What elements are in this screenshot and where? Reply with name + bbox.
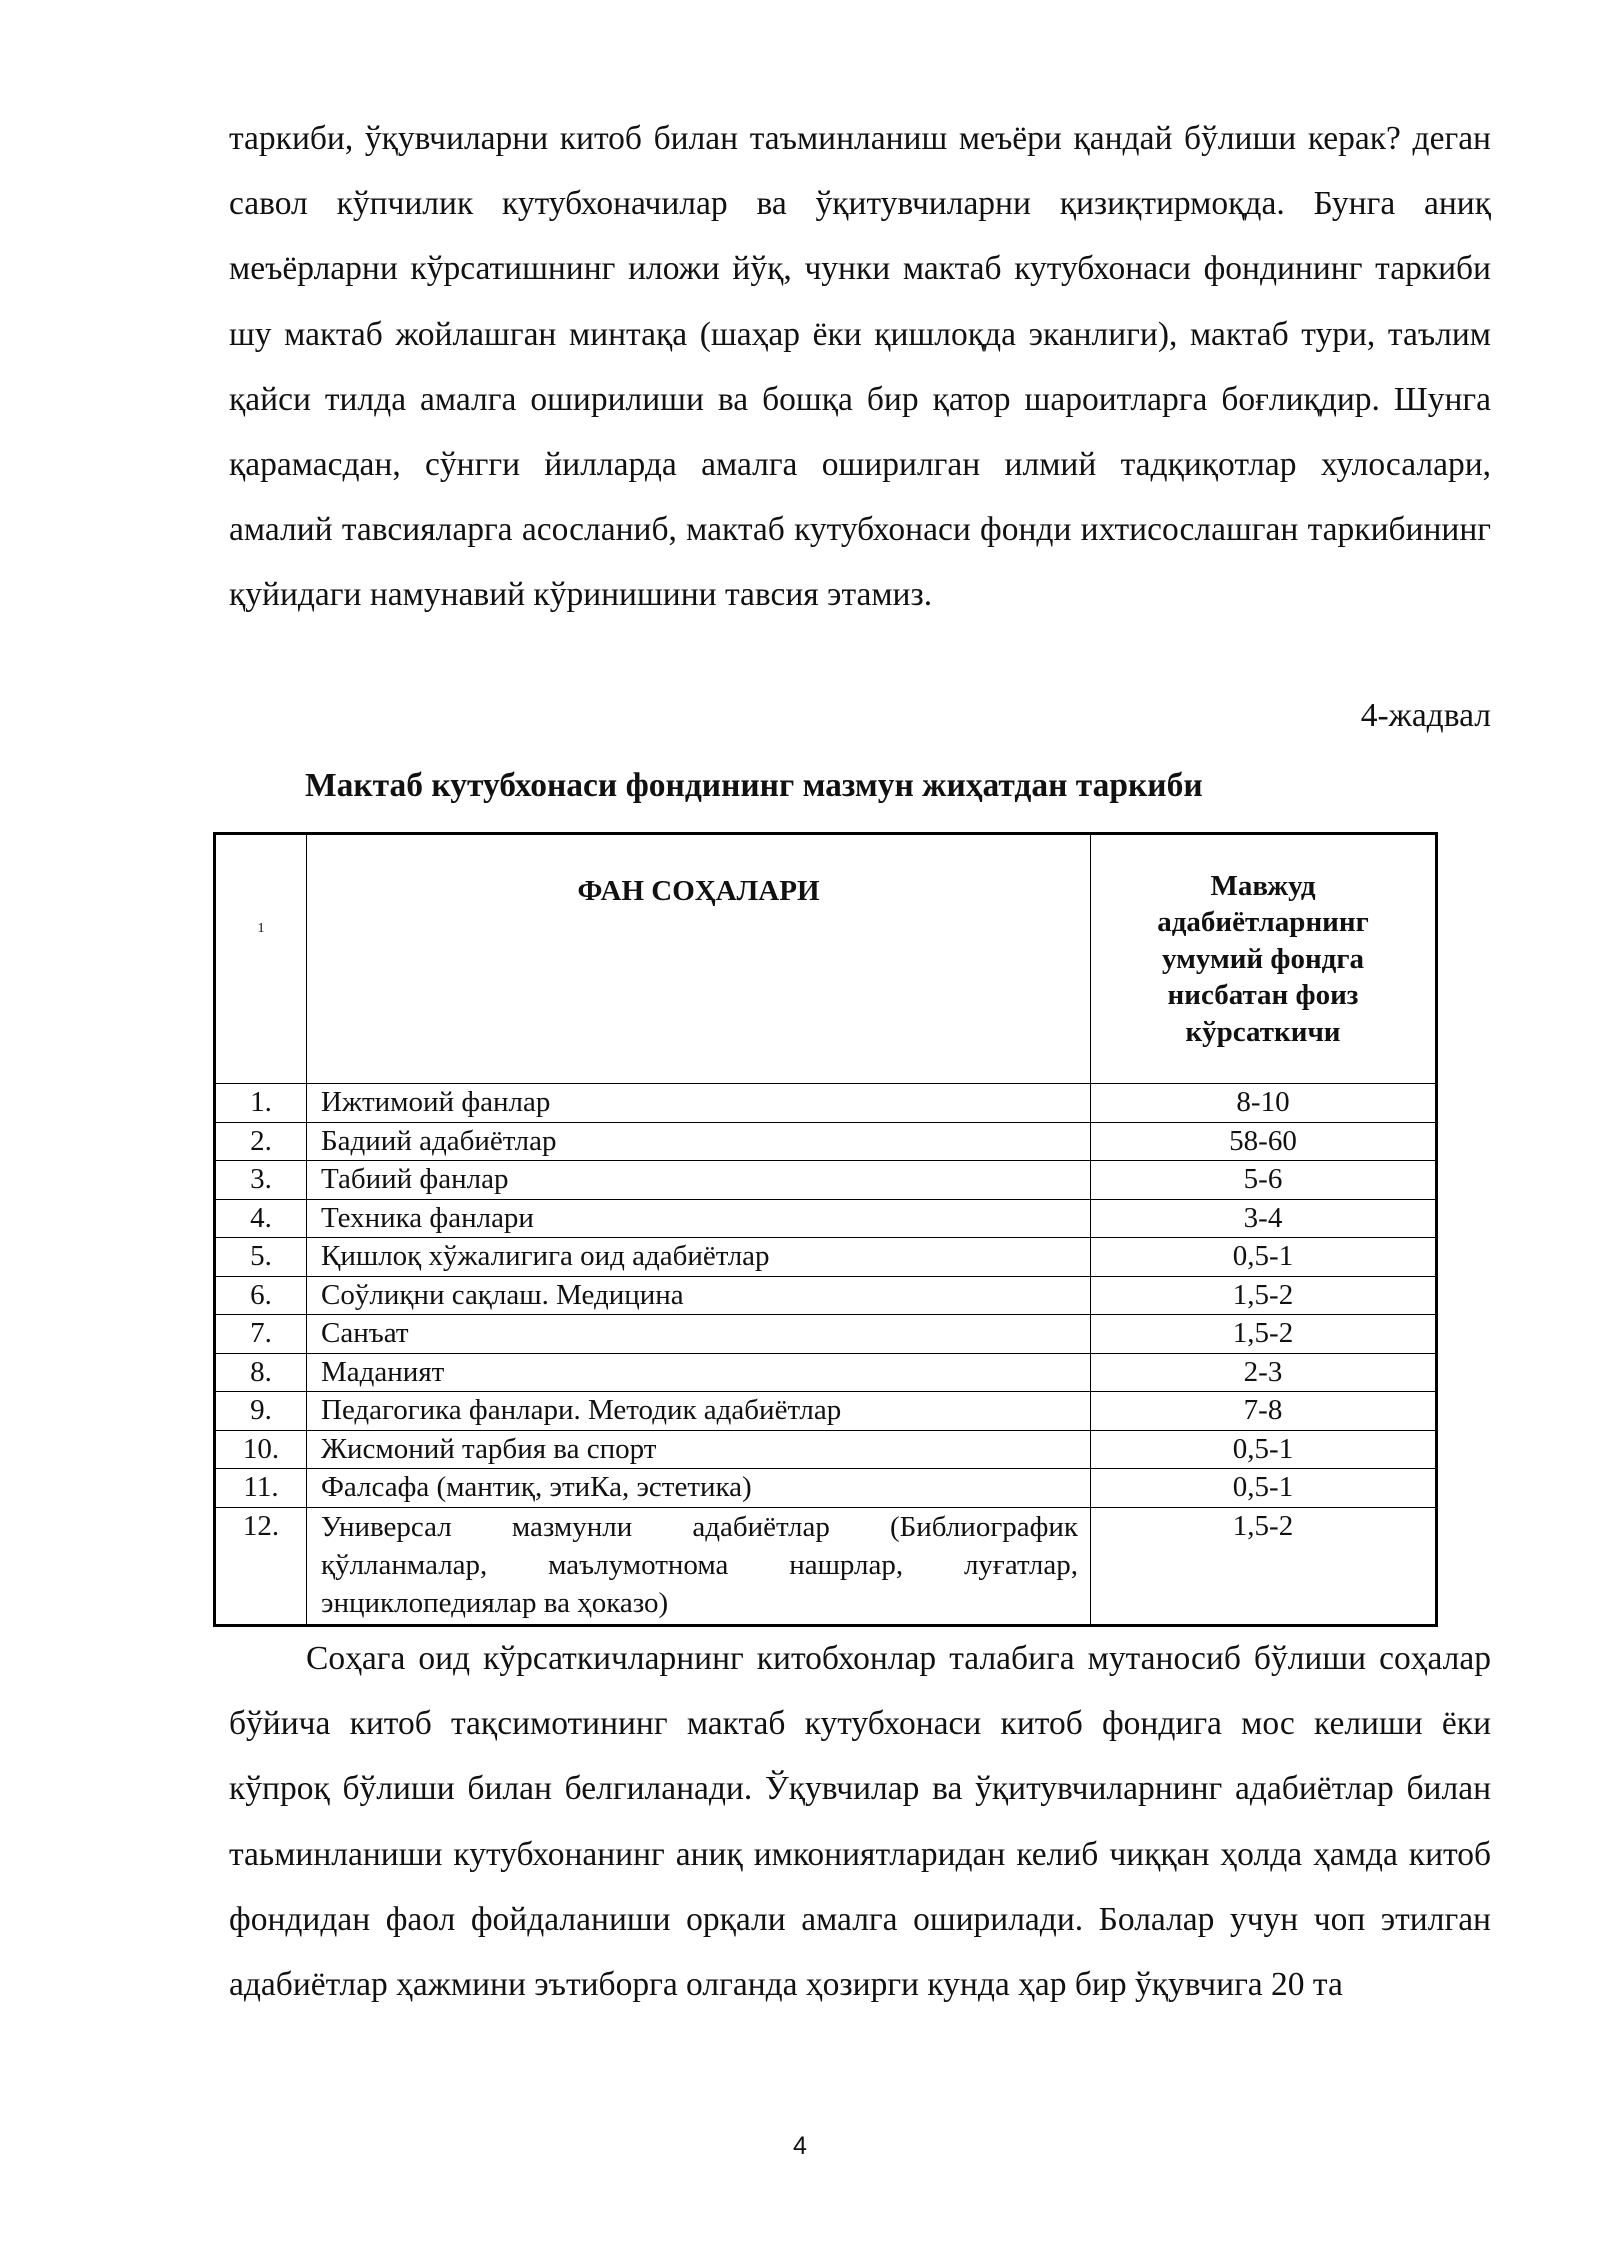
row-number: 12.: [215, 1507, 307, 1625]
row-percent: 2-3: [1091, 1353, 1437, 1392]
row-percent: 5-6: [1091, 1161, 1437, 1200]
header-field: ФАН СОҲАЛАРИ: [307, 834, 1091, 1084]
table-row: [215, 1353, 1437, 1392]
row-field: Санъат: [307, 1315, 1091, 1354]
row-number: 10.: [215, 1430, 307, 1469]
row-field: Соўлиқни сақлаш. Медицина: [307, 1276, 1091, 1315]
row-number: 2.: [215, 1122, 307, 1161]
row-field: Жисмоний тарбия ва спорт: [307, 1430, 1091, 1469]
table-row: [215, 1238, 1437, 1277]
row-number: 6.: [215, 1276, 307, 1315]
row-field: Ижтимоий фанлар: [307, 1084, 1091, 1123]
row-percent: 7-8: [1091, 1392, 1437, 1431]
table-title: Мактаб кутубхонаси фондининг мазмун жиҳатдан таркиби: [305, 767, 1203, 804]
row-number: 7.: [215, 1315, 307, 1354]
table-header-row: [215, 834, 1437, 1084]
row-percent: 1,5-2: [1091, 1276, 1437, 1315]
row-number: 11.: [215, 1469, 307, 1508]
table-number: 4-жадвал: [1360, 697, 1491, 734]
row-percent: 58-60: [1091, 1122, 1437, 1161]
row-field: Универсал мазмунли адабиётлар (Библиографик қўлланмалар, маълумотнома нашрлар, луғатлар, энциклопедиялар ва ҳоказо): [307, 1507, 1091, 1625]
row-percent: 3-4: [1091, 1199, 1437, 1238]
header-percent-line: адабиётларнинг: [1157, 906, 1369, 939]
row-field: Педагогика фанлари. Методик адабиётлар: [307, 1392, 1091, 1431]
table-row: [215, 1276, 1437, 1315]
row-percent: 0,5-1: [1091, 1238, 1437, 1277]
table-row: [215, 1430, 1437, 1469]
row-field: Техника фанлари: [307, 1199, 1091, 1238]
page-number: 4: [793, 2132, 807, 2160]
row-field: Бадиий адабиётлар: [307, 1122, 1091, 1161]
header-percent-line: умумий фондга: [1161, 942, 1365, 975]
row-field: Маданият: [307, 1353, 1091, 1392]
data-table: [213, 832, 1438, 1627]
row-number: 8.: [215, 1353, 307, 1392]
row-percent: 8-10: [1091, 1084, 1437, 1123]
row-percent: 0,5-1: [1091, 1430, 1437, 1469]
table-row: [215, 1469, 1437, 1508]
row-number: 4.: [215, 1199, 307, 1238]
row-number: 9.: [215, 1392, 307, 1431]
row-field: Қишлоқ хўжалигига оид адабиётлар: [307, 1238, 1091, 1277]
row-number: 5.: [215, 1238, 307, 1277]
header-percent-line: нисбатан фоиз: [1167, 979, 1359, 1012]
table-row: [215, 1392, 1437, 1431]
table-row: [215, 1161, 1437, 1200]
table-row: [215, 1507, 1437, 1625]
body-paragraph-bottom: Соҳага оид кўрсаткичларнинг китобхонлар талабига мутаносиб бўлиши соҳалар бўйича китоб тақсимотининг мактаб кутубхонаси китоб фондига мос келиши ёки кўпроқ бўлиши билан белгиланади. Ўқувчилар ва ўқитувчиларнинг адабиётлар билан таьминланиши кутубхонанинг аниқ имкониятларидан келиб чиққан ҳолда ҳамда китоб фондидан фаол фойдаланиши орқали амалга оширилади. Болалар учун чоп этилган адабиётлар ҳажмини эътиборга олганда ҳозирги кунда ҳар бир ўқувчига 20 та: [229, 1640, 1491, 2004]
row-percent: 1,5-2: [1091, 1315, 1437, 1354]
table-row: [215, 1122, 1437, 1161]
body-paragraph-top: таркиби, ўқувчиларни китоб билан таъминланиш меъёри қандай бўлиши керак? деган савол кўпчилик кутубхоначилар ва ўқитувчиларни қизиқтирмоқда. Бунга аниқ меъёрларни кўрсатишнинг иложи йўқ, чунки мактаб кутубхонаси фондининг таркиби шу мактаб жойлашган минтақа (шаҳар ёки қишлоқда эканлиги), мактаб тури, таълим қайси тилда амалга оширилиши ва бошқа бир қатор шароитларга боғлиқдир. Шунга қарамасдан, сўнгги йилларда амалга оширилган илмий тадқиқотлар хулосалари, амалий тавсияларга асосланиб, мактаб кутубхонаси фонди ихтисослашган таркибининг қуйидаги намунавий кўринишини тавсия этамиз.: [229, 120, 1491, 614]
row-percent: 0,5-1: [1091, 1469, 1437, 1508]
row-percent: 1,5-2: [1091, 1507, 1437, 1625]
table-row: [215, 1199, 1437, 1238]
row-field: Табиий фанлар: [307, 1161, 1091, 1200]
header-percent-line: Мавжуд: [1210, 869, 1316, 902]
row-number: 1.: [215, 1084, 307, 1123]
table-row: [215, 1315, 1437, 1354]
header-percent-line: кўрсаткичи: [1185, 1015, 1341, 1048]
row-number: 3.: [215, 1161, 307, 1200]
row-field: Фалсафа (мантиқ, этиКа, эстетика): [307, 1469, 1091, 1508]
table-row: [215, 1084, 1437, 1123]
header-num: 1: [215, 834, 307, 1084]
header-percent: [1091, 834, 1437, 1084]
